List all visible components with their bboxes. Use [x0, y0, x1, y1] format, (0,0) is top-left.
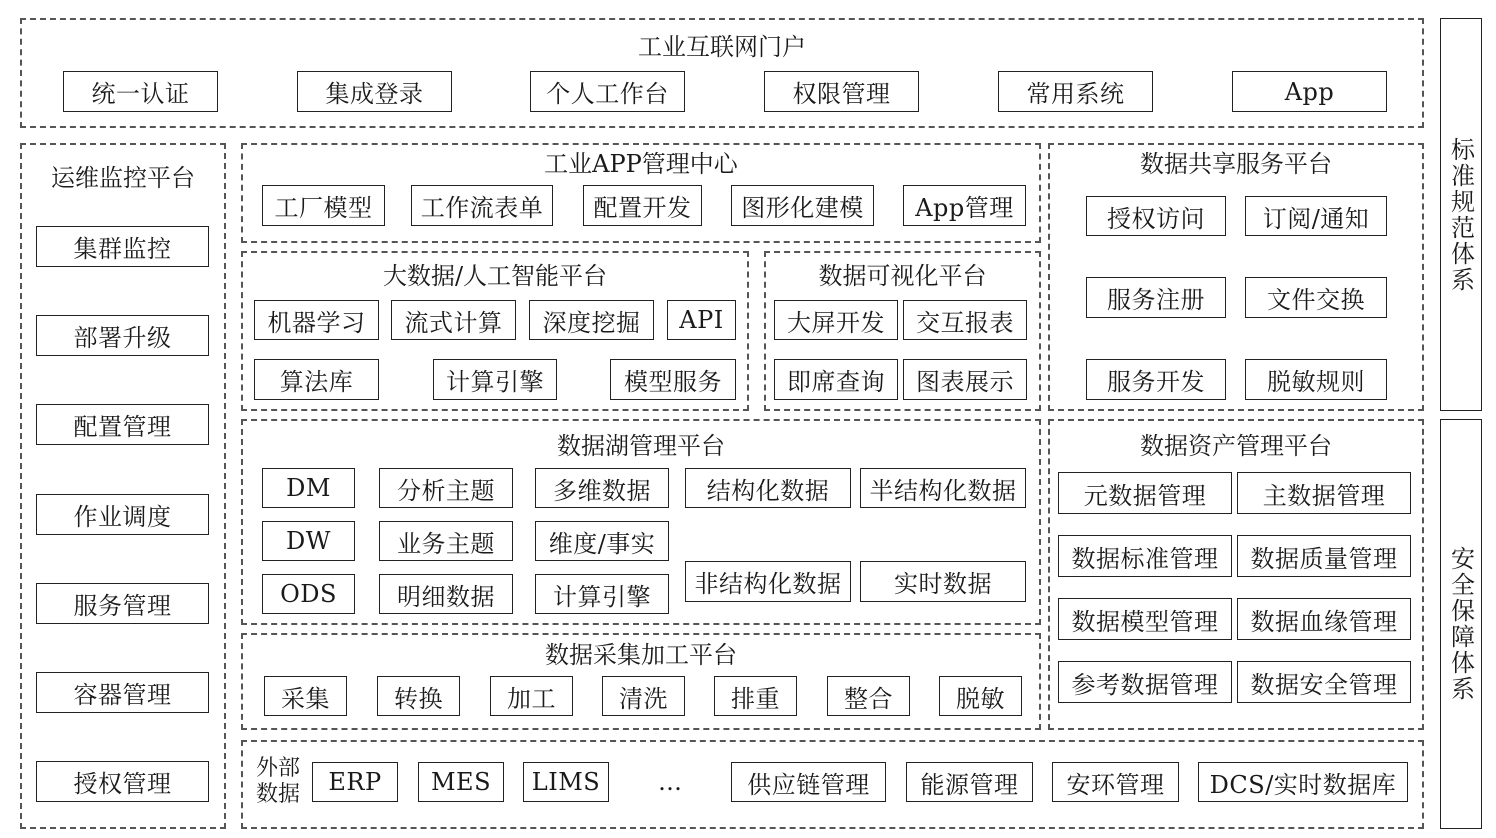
lake-structured: 结构化数据	[685, 468, 851, 508]
ops-title: 运维监控平台	[51, 164, 195, 192]
external-mes: MES	[418, 762, 504, 802]
collect-dedupe: 排重	[714, 676, 797, 716]
collect-title: 数据采集加工平台	[545, 641, 737, 669]
bigdata-ml: 机器学习	[254, 300, 379, 340]
asset-master-data: 主数据管理	[1237, 472, 1411, 514]
security-system	[1440, 419, 1482, 829]
visual-interactive-report: 交互报表	[903, 300, 1027, 340]
external-label-line2: 数据	[255, 782, 300, 807]
asset-data-security: 数据安全管理	[1237, 661, 1411, 703]
lake-realtime: 实时数据	[860, 561, 1026, 602]
app-center-app-manage: App管理	[903, 185, 1026, 226]
portal-item-common: 常用系统	[998, 71, 1153, 112]
portal-item-app: App	[1232, 71, 1387, 112]
share-service-dev: 服务开发	[1086, 359, 1226, 400]
asset-data-lineage: 数据血缘管理	[1237, 598, 1411, 640]
portal-title: 工业互联网门户	[638, 33, 806, 61]
portal-item-permission: 权限管理	[764, 71, 919, 112]
lake-multidim-data: 多维数据	[535, 468, 669, 508]
share-service-register: 服务注册	[1086, 277, 1226, 318]
external-supply-chain: 供应链管理	[731, 762, 886, 802]
asset-title: 数据资产管理平台	[1140, 432, 1332, 460]
external-lims: LIMS	[523, 762, 609, 802]
collect-gather: 采集	[264, 676, 347, 716]
bigdata-stream: 流式计算	[391, 300, 516, 340]
external-dcs: DCS/实时数据库	[1198, 762, 1408, 802]
lake-title: 数据湖管理平台	[557, 432, 725, 460]
app-center-graphic-model: 图形化建模	[731, 185, 874, 226]
ops-item-cluster: 集群监控	[36, 226, 209, 267]
ops-item-config: 配置管理	[36, 404, 209, 445]
standard-system	[1440, 18, 1482, 411]
ops-item-license: 授权管理	[36, 761, 209, 802]
bigdata-model-service: 模型服务	[610, 359, 736, 400]
app-center-factory-model: 工厂模型	[262, 185, 385, 226]
external-ellipsis: …	[658, 768, 682, 796]
bigdata-deep-mining: 深度挖掘	[529, 300, 654, 340]
visual-adhoc-query: 即席查询	[774, 359, 898, 400]
ops-item-container: 容器管理	[36, 672, 209, 713]
app-center-workflow-form: 工作流表单	[411, 185, 553, 226]
security-system-label: 安全保障体系	[1446, 546, 1475, 702]
collect-transform: 转换	[377, 676, 460, 716]
bigdata-api: API	[667, 300, 736, 340]
portal-item-auth: 统一认证	[63, 71, 218, 112]
lake-compute-engine: 计算引擎	[535, 574, 669, 614]
external-label-line1: 外部	[255, 756, 300, 781]
lake-dw: DW	[262, 521, 355, 561]
ops-item-schedule: 作业调度	[36, 494, 209, 535]
share-desensitize-rule: 脱敏规则	[1245, 359, 1387, 400]
collect-process: 加工	[490, 676, 573, 716]
visual-title: 数据可视化平台	[818, 262, 987, 290]
asset-reference-data: 参考数据管理	[1058, 661, 1232, 703]
asset-data-quality: 数据质量管理	[1237, 535, 1411, 577]
bigdata-algo-lib: 算法库	[254, 359, 379, 400]
share-auth-access: 授权访问	[1086, 196, 1226, 236]
lake-dimension-fact: 维度/事实	[535, 521, 669, 561]
app-center-config-dev: 配置开发	[583, 185, 702, 226]
external-energy: 能源管理	[906, 762, 1033, 802]
external-hse: 安环管理	[1052, 762, 1179, 802]
asset-metadata: 元数据管理	[1058, 472, 1232, 514]
lake-ods: ODS	[262, 574, 355, 614]
portal-item-workbench: 个人工作台	[530, 71, 685, 112]
share-subscribe: 订阅/通知	[1245, 196, 1387, 236]
lake-semi-structured: 半结构化数据	[860, 468, 1026, 508]
asset-data-standard: 数据标准管理	[1058, 535, 1232, 577]
bigdata-compute-engine: 计算引擎	[433, 359, 557, 400]
share-title: 数据共享服务平台	[1140, 150, 1332, 178]
standard-system-label: 标准规范体系	[1446, 136, 1475, 293]
collect-desensitize: 脱敏	[939, 676, 1022, 716]
collect-clean: 清洗	[602, 676, 685, 716]
ops-item-deploy: 部署升级	[36, 315, 209, 356]
collect-integrate: 整合	[827, 676, 910, 716]
asset-data-model: 数据模型管理	[1058, 598, 1232, 640]
external-label	[250, 756, 306, 808]
external-erp: ERP	[312, 762, 398, 802]
portal-region	[20, 18, 1424, 128]
lake-detail-data: 明细数据	[379, 574, 513, 614]
share-file-exchange: 文件交换	[1245, 277, 1387, 318]
app-center-title: 工业APP管理中心	[544, 150, 738, 178]
bigdata-title: 大数据/人工智能平台	[382, 262, 608, 290]
lake-analysis-topic: 分析主题	[379, 468, 513, 508]
portal-item-login: 集成登录	[297, 71, 452, 112]
lake-dm: DM	[262, 468, 355, 508]
lake-unstructured: 非结构化数据	[685, 561, 851, 602]
visual-big-screen: 大屏开发	[774, 300, 898, 340]
visual-chart-display: 图表展示	[903, 359, 1027, 400]
ops-item-service: 服务管理	[36, 583, 209, 624]
lake-business-topic: 业务主题	[379, 521, 513, 561]
